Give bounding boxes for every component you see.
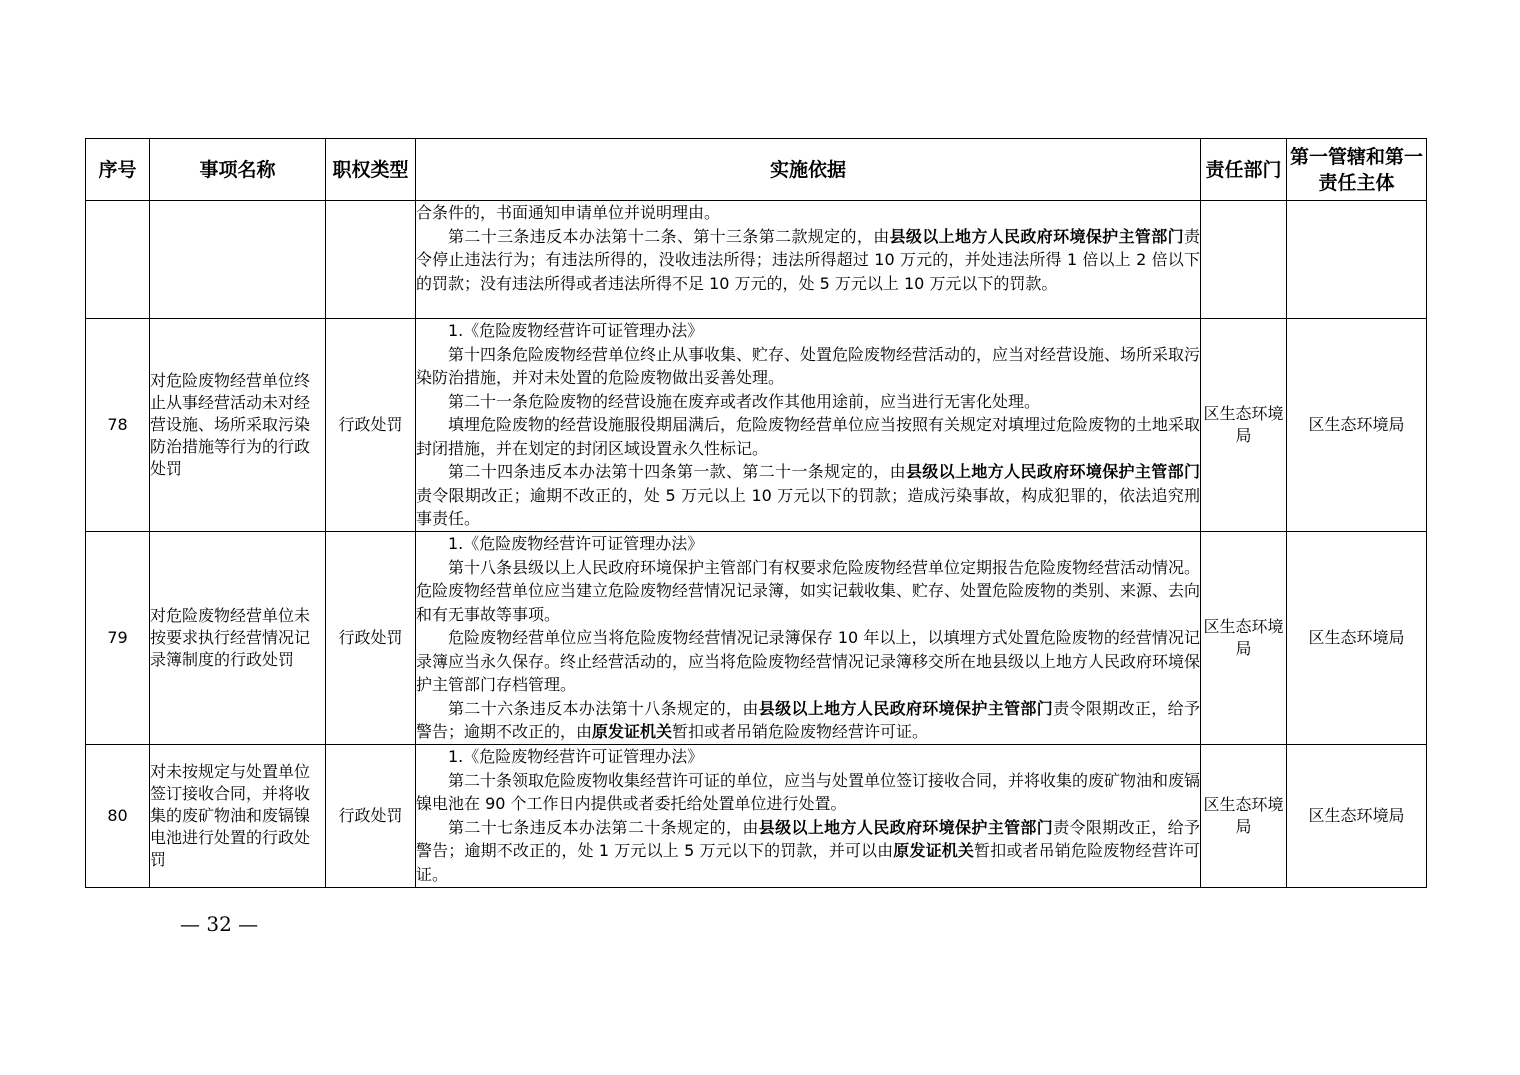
table-row (86, 319, 1427, 532)
responsible-dept: 区生态环境局 (1201, 745, 1287, 888)
basis-paragraph: 合条件的，书面通知申请单位并说明理由。 (416, 203, 721, 222)
first-subject: 区生态环境局 (1287, 319, 1427, 532)
item-name: 对危险废物经营单位未按要求执行经营情况记录簿制度的行政处罚 (150, 532, 326, 745)
table-row (86, 745, 1427, 888)
basis-cell (416, 201, 1201, 319)
cell-empty (326, 201, 416, 319)
basis-paragraph: 1.《危险废物经营许可证管理办法》 (448, 534, 704, 553)
item-name: 对未按规定与处置单位签订接收合同，并将收集的废矿物油和废镉镍电池进行处置的行政处罚 (150, 745, 326, 888)
enforcement-table (85, 138, 1427, 888)
cell-empty (150, 201, 326, 319)
basis-paragraph: 第二十七条违反本办法第二十条规定的，由县级以上地方人民政府环境保护主管部门责令限期改正，给予警告；逾期不改正的，处 1 万元以上 5 万元以下的罚款，并可以由原发证机关暂扣或者吊销危险废物经营许可证。 (416, 817, 1200, 884)
responsible-dept: 区生态环境局 (1201, 319, 1287, 532)
first-subject: 区生态环境局 (1287, 745, 1427, 888)
cell-empty (86, 201, 150, 319)
first-subject: 区生态环境局 (1287, 532, 1427, 745)
basis-paragraph: 第二十一条危险废物的经营设施在废弃或者改作其他用途前，应当进行无害化处理。 (448, 391, 1041, 411)
basis-cell (416, 532, 1201, 745)
basis-cell (416, 319, 1201, 532)
responsible-dept: 区生态环境局 (1201, 532, 1287, 745)
row-number: 79 (86, 532, 150, 745)
header-row (86, 139, 1427, 201)
power-type: 行政处罚 (326, 532, 416, 745)
basis-cell (416, 745, 1201, 888)
page-number: — 32 — (180, 912, 259, 936)
basis-paragraph: 第二十六条违反本办法第十八条规定的，由县级以上地方人民政府环境保护主管部门责令限期改正，给予警告；逾期不改正的，由原发证机关暂扣或者吊销危险废物经营许可证。 (416, 698, 1200, 741)
basis-paragraph: 第十四条危险废物经营单位终止从事收集、贮存、处置危险废物经营活动的，应当对经营设施、场所采取污染防治措施，并对未处置的危险废物做出妥善处理。 (416, 344, 1201, 387)
cell-empty (1201, 201, 1287, 319)
basis-paragraph: 第二十三条违反本办法第十二条、第十三条第二款规定的，由县级以上地方人民政府环境保护主管部门责令停止违法行为；有违法所得的，没收违法所得；违法所得超过 10 万元的，并处违法所得 1 倍以上 2 倍以下的罚款；没有违法所得或者违法所得不足 10 万元的，处 5 万元以上 10 万元以下的罚款。 (416, 226, 1200, 293)
basis-paragraph: 第十八条县级以上人民政府环境保护主管部门有权要求危险废物经营单位定期报告危险废物经营活动情况。危险废物经营单位应当建立危险废物经营情况记录簿，如实记载收集、贮存、处置危险废物的类别、来源、去向和有无事故等事项。 (416, 557, 1201, 624)
table-row (86, 532, 1427, 745)
item-name: 对危险废物经营单位终止从事经营活动未对经营设施、场所采取污染防治措施等行为的行政处罚 (150, 319, 326, 532)
basis-paragraph: 1.《危险废物经营许可证管理办法》 (448, 747, 704, 766)
basis-paragraph: 第二十四条违反本办法第十四条第一款、第二十一条规定的，由县级以上地方人民政府环境保护主管部门责令限期改正；逾期不改正的，处 5 万元以上 10 万元以下的罚款；造成污染事故，构成犯罪的，依法追究刑事责任。 (416, 462, 1200, 528)
power-type: 行政处罚 (326, 745, 416, 888)
basis-paragraph: 危险废物经营单位应当将危险废物经营情况记录簿保存 10 年以上，以填埋方式处置危险废物的经营情况记录簿应当永久保存。终止经营活动的，应当将危险废物经营情况记录簿移交所在地县级以上地方人民政府环境保护主管部门存档管理。 (416, 628, 1201, 694)
col-header-dept: 责任部门 (1201, 139, 1287, 201)
basis-paragraph: 第二十条领取危险废物收集经营许可证的单位，应当与处置单位签订接收合同，并将收集的废矿物油和废镉镍电池在 90 个工作日内提供或者委托给处置单位进行处置。 (416, 770, 1201, 813)
row-number: 80 (86, 745, 150, 888)
col-header-first-subject: 第一管辖和第一责任主体 (1287, 139, 1427, 201)
table-row-continuation (86, 201, 1427, 319)
col-header-item-name: 事项名称 (150, 139, 326, 201)
power-type: 行政处罚 (326, 319, 416, 532)
cell-empty (1287, 201, 1427, 319)
row-number: 78 (86, 319, 150, 532)
basis-paragraph: 1.《危险废物经营许可证管理办法》 (448, 321, 704, 340)
col-header-basis: 实施依据 (416, 139, 1201, 201)
col-header-no: 序号 (86, 139, 150, 201)
basis-paragraph: 填埋危险废物的经营设施服役期届满后，危险废物经营单位应当按照有关规定对填埋过危险废物的土地采取封闭措施，并在划定的封闭区域设置永久性标记。 (416, 415, 1201, 458)
col-header-power-type: 职权类型 (326, 139, 416, 201)
